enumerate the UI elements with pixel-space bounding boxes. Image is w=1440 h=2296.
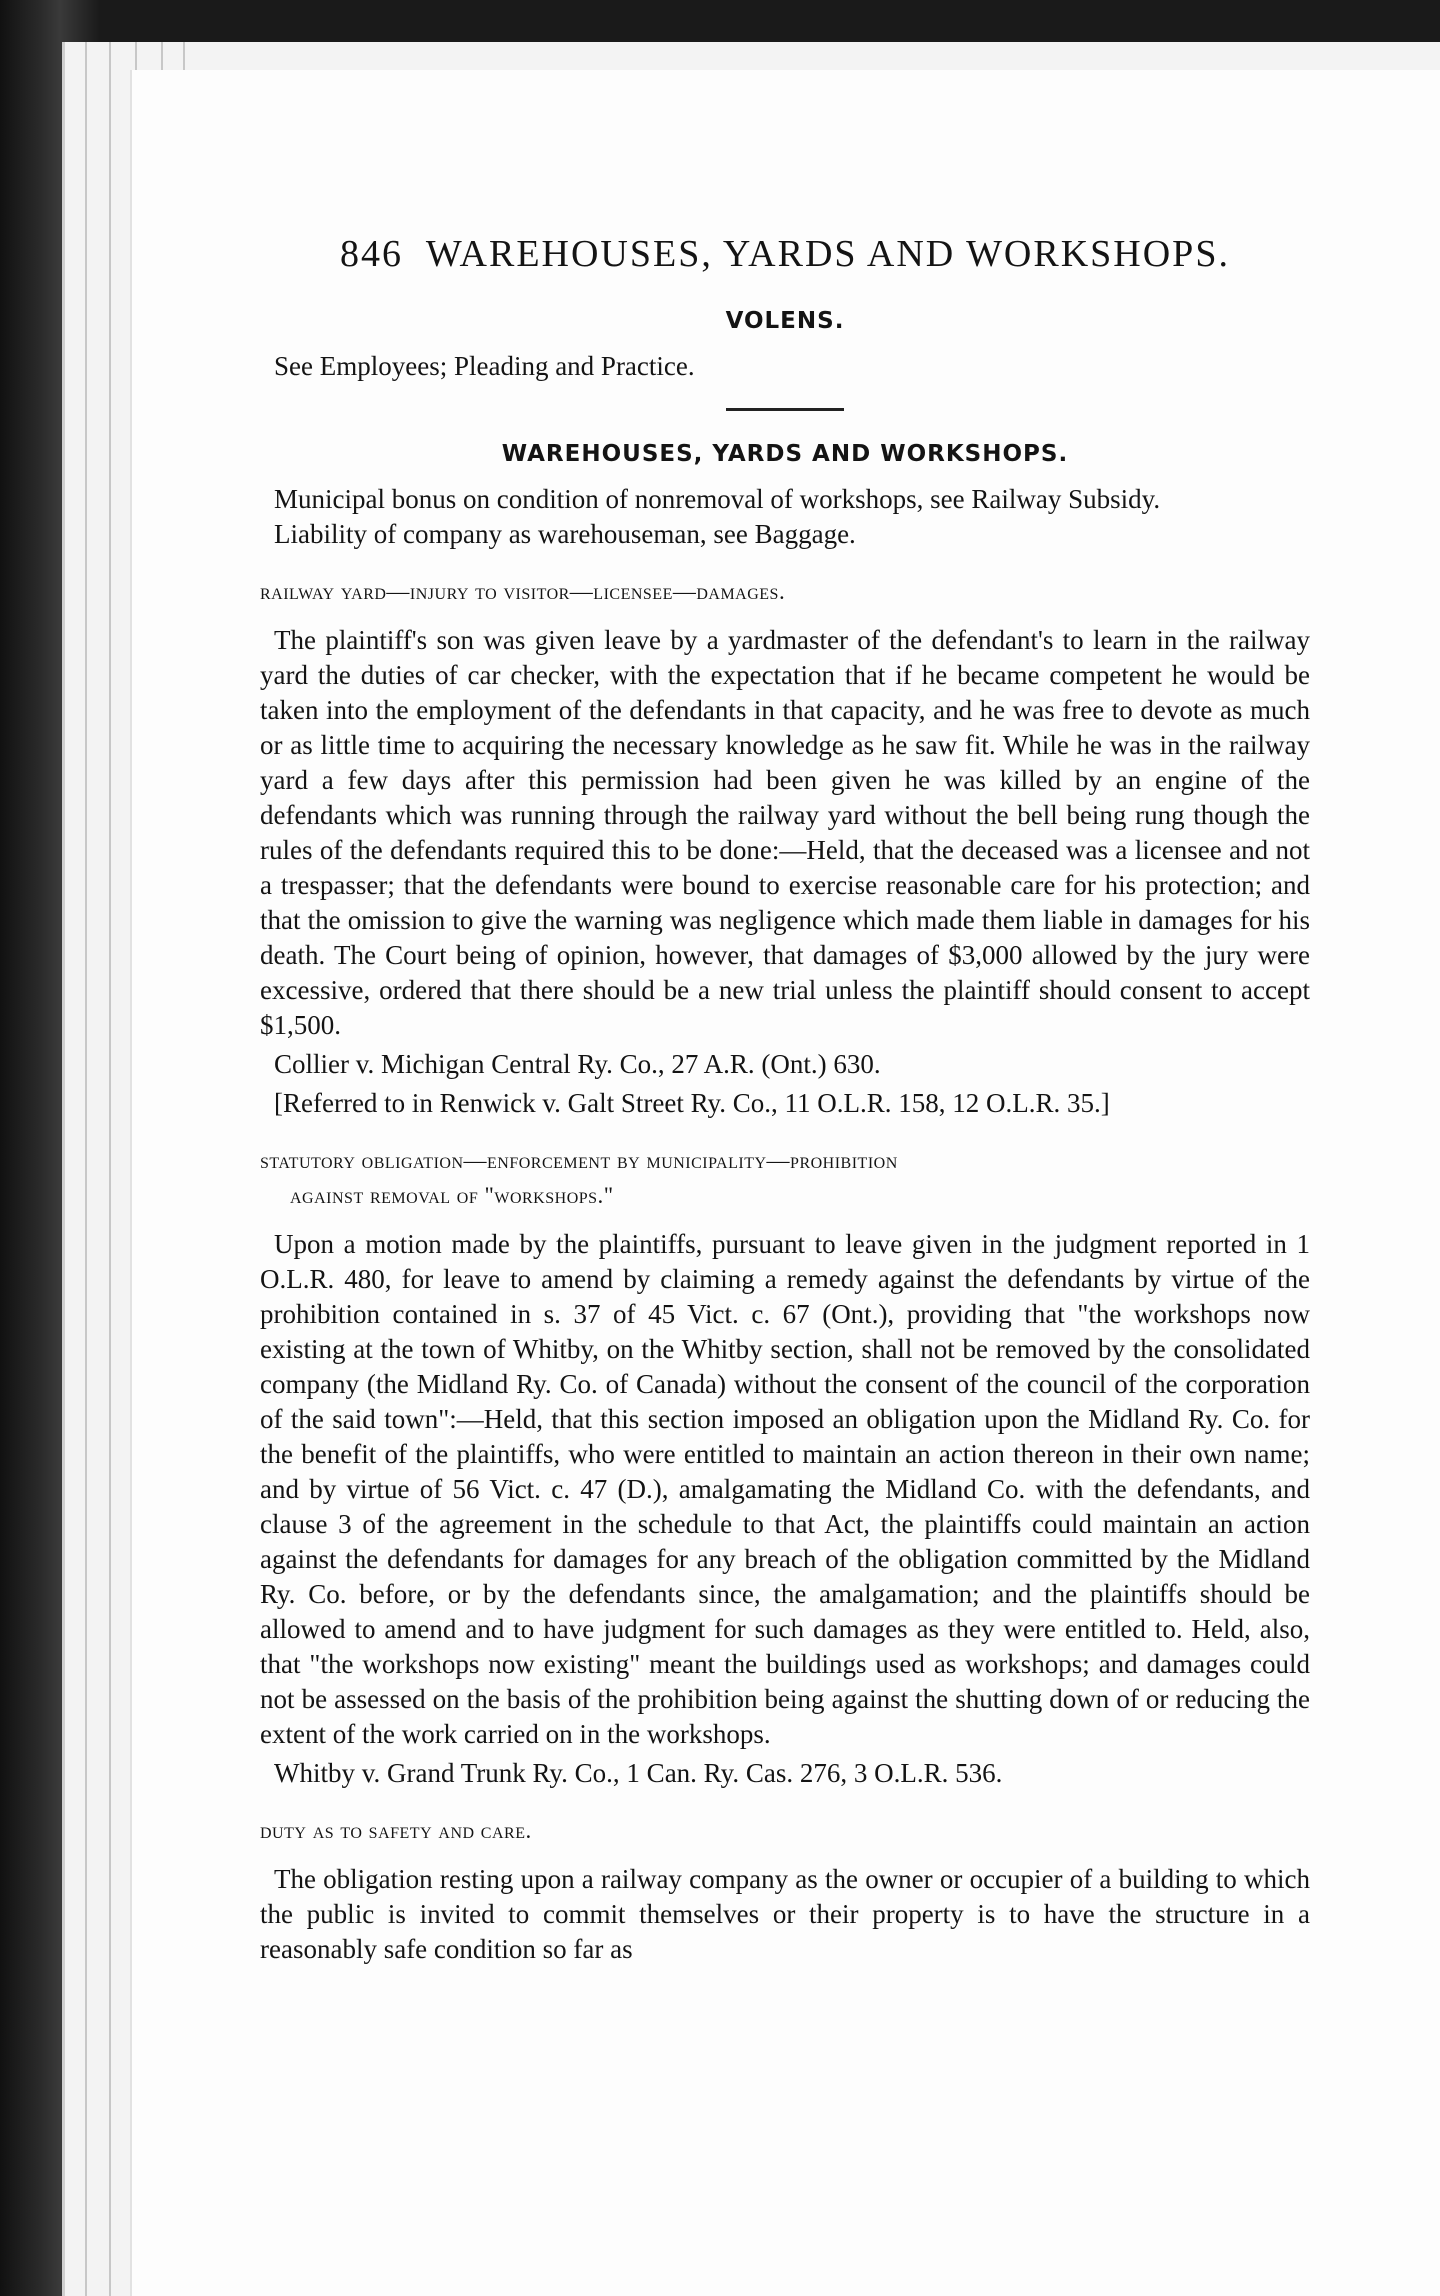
topic-heading-duty-safety xyxy=(260,1813,1310,1848)
section-divider xyxy=(726,408,844,411)
warehouses-title: WAREHOUSES, YARDS AND WORKSHOPS. xyxy=(501,441,1069,467)
running-head-title: WAREHOUSES, YARDS AND WORKSHOPS. xyxy=(425,233,1230,275)
page-number: 846 xyxy=(340,233,404,275)
case-note-referred: [Referred to in Renwick v. Galt Street Ry. Co., 11 O.L.R. 158, 12 O.L.R. 35.] xyxy=(274,1088,1110,1118)
topic-heading-text: duty as to safety and care. xyxy=(260,1818,532,1843)
topic-heading-text-line2: against removal of "workshops." xyxy=(290,1183,614,1208)
page-content xyxy=(260,230,1310,1967)
volens-title: VOLENS. xyxy=(725,308,845,334)
case-summary-railway-yard: The plaintiff's son was given leave by a yardmaster of the defendant's to learn in the railway yard the duties of car checker, with the expectation that if he became competent he would be taken into the employment of the defendants in that capacity, and he was free to devote as much or as little time to acquiring the necessary knowledge as he saw fit. While he was in the railway yard a few days after this permission had been given he was killed by an engine of the defendants which was running through the railway yard without the bell being rung though the rules of the defendants required this to be done:—Held, that the deceased was a licensee and not a trespasser; that the defendants were bound to exercise reasonable care for his protection; and that the omission to give the warning was negligence which made them liable in damages for his death. The Court being of opinion, however, that damages of $3,000 allowed by the jury were excessive, ordered that there should be a new trial unless the plaintiff should consent to accept $1,500. xyxy=(260,625,1310,1040)
case-citation-whitby: Whitby v. Grand Trunk Ry. Co., 1 Can. Ry. Cas. 276, 3 O.L.R. 536. xyxy=(274,1758,1003,1788)
topic-heading-text: railway yard—injury to visitor—licensee—damages. xyxy=(260,579,786,604)
running-head xyxy=(260,230,1310,278)
topic-heading-statutory-obligation xyxy=(260,1143,1310,1213)
page-edge xyxy=(109,42,111,2296)
duty-safety-text: The obligation resting upon a railway company as the owner or occupier of a building to which the public is invited to commit themselves or their property is to have the structure in a reasonably safe condition so far as xyxy=(260,1864,1310,1964)
topic-heading-text: statutory obligation—enforcement by municipality—prohibition xyxy=(260,1148,898,1173)
xref-liability: Liability of company as warehouseman, see Baggage. xyxy=(274,519,856,549)
case-citation-collier: Collier v. Michigan Central Ry. Co., 27 A.R. (Ont.) 630. xyxy=(274,1049,881,1079)
topic-heading-railway-yard xyxy=(260,574,1310,609)
case-summary-whitby: Upon a motion made by the plaintiffs, pursuant to leave given in the judgment reported in 1 O.L.R. 480, for leave to amend by claiming a remedy against the defendants by virtue of the prohibition contained in s. 37 of 45 Vict. c. 67 (Ont.), providing that "the workshops now existing at the town of Whitby, on the Whitby section, shall not be removed by the consolidated company (the Midland Ry. Co. of Canada) without the consent of the council of the corporation of the said town":—Held, that this section imposed an obligation upon the Midland Ry. Co. for the benefit of the plaintiffs, who were entitled to maintain an action thereon in their own name; and by virtue of 56 Vict. c. 47 (D.), amalgamating the Midland Co. with the defendants, and clause 3 of the agreement in the schedule to that Act, the plaintiffs could maintain an action against the defendants for damages for any breach of the obligation committed by the Midland Ry. Co. before, or by the defendants since, the amalgamation; and the plaintiffs should be allowed to amend and to have judgment for such damages as they were entitled to. Held, also, that "the workshops now existing" meant the buildings used as workshops; and damages could not be assessed on the basis of the prohibition being against the shutting down of or reducing the extent of the work carried on in the workshops. xyxy=(260,1229,1310,1749)
volens-see-reference: See Employees; Pleading and Practice. xyxy=(274,351,695,381)
xref-municipal-bonus: Municipal bonus on condition of nonremoval of workshops, see Railway Subsidy. xyxy=(274,484,1161,514)
page-edge xyxy=(85,42,87,2296)
